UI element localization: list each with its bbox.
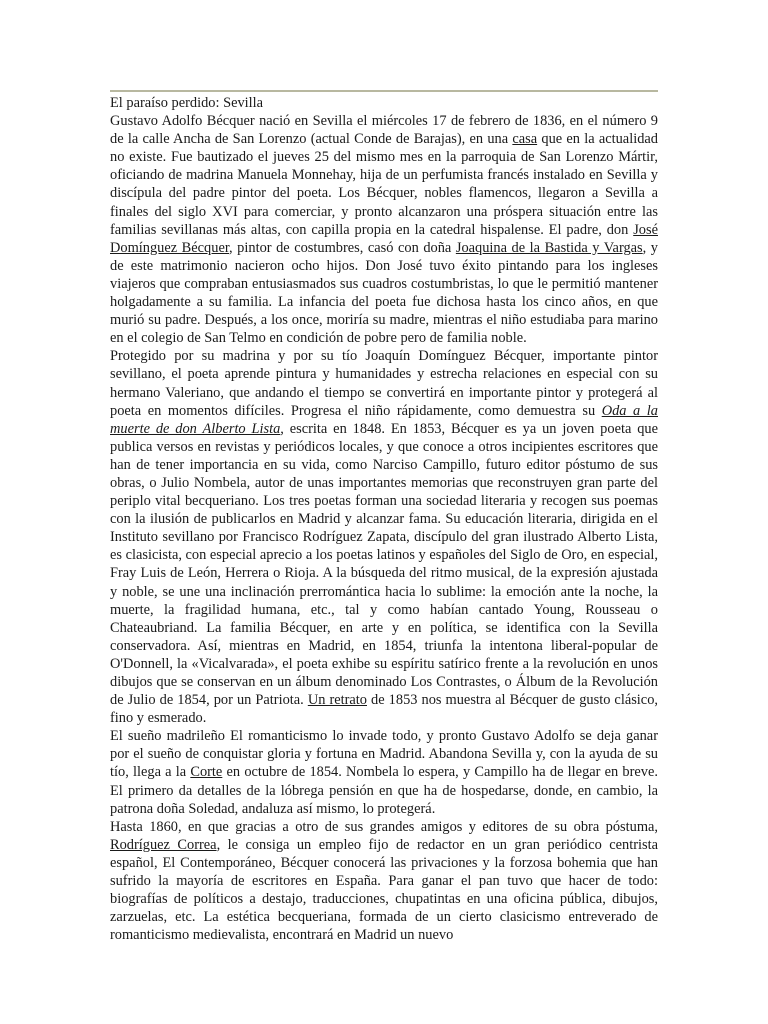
- link-joaquina-bastida[interactable]: Joaquina de la Bastida y Vargas: [455, 239, 643, 256]
- text-run: que en la actualidad no existe. Fue bautizado el jueves 25 del mismo mes en la parroquia de San Lorenzo Mártir, oficiando de madrina Manuela Monnehay, hija de un perfumista francés instalado en Sevilla y discípula del padre pintor del poeta. Los Bécquer, nobles flamencos, llegaron a Sevilla a finales del siglo XVI para comerciar, y pronto alcanzaron una próspera situación entre las familias sevillanas más altas, con capilla propia en la catedral hispalense. El padre, don: [110, 131, 658, 238]
- link-oda-alberto-lista[interactable]: Oda a la muerte de don Alberto Lista: [110, 402, 658, 437]
- paragraph-2: [110, 347, 658, 727]
- paragraph-4: [110, 818, 658, 945]
- text-run: , escrita en 1848. En 1853, Bécquer es ya un joven poeta que publica versos en revistas y periódicos locales, y que conoce a otros incipientes escritores que han de tener importancia en su vida, como Narciso Campillo, futuro editor póstumo de sus obras, o Julio Nombela, autor de unas importantes memorias que reconstruyen gran parte del periplo vital becqueriano. Los tres poetas forman una sociedad literaria y recogen sus poemas con la ilusión de publicarlos en Madrid y alcanzar fama. Su educación literaria, dirigida en el Instituto sevillano por Francisco Rodríguez Zapata, discípulo del gran ilustrado Alberto Lista, es clasicista, con especial aprecio a los poetas latinos y españoles del Siglo de Oro, en especial, Fray Luis de León, Herrera o Rioja. A la búsqueda del ritmo musical, de la expresión ajustada y noble, se une una inclinación prerromántica hacia lo sublime: la emoción ante la noche, la muerte, la fragilidad humana, etc., tal y como habían cantado Young, Rousseau o Chateaubriand. La familia Bécquer, en arte y en política, se identifica con la Sevilla conservadora. Así, mientras en Madrid, en 1854, triunfa la intentona liberal-popular de O'Donnell, la «Vicalvarada», el poeta exhibe su espíritu satírico frente a la revolución en unos dibujos que se conservan en un álbum denominado Los Contrastes, o Álbum de la Revolución de Julio de 1854, por un Patriota.: [110, 420, 658, 709]
- link-jose-dominguez-becquer[interactable]: José Domínguez Bécquer: [110, 221, 658, 256]
- text-run: en octubre de 1854. Nombela lo espera, y Campillo ha de llegar en breve. El primero da detalles de la lóbrega pensión en que ha de hospedarse, donde, en cambio, la patrona doña Soledad, andaluza así mismo, lo protegerá.: [110, 764, 658, 817]
- link-corte[interactable]: Corte: [190, 764, 223, 781]
- text-run: , le consiga un empleo fijo de redactor en un gran periódico centrista español, El Contemporáneo, Bécquer conocerá las privaciones y la forzosa bohemia que han sufrido la mayoría de escritores en España. Para ganar el pan tuvo que hacer de todo: biografías de políticos a destajo, traducciones, chupatintas en una oficina pública, dibujos, zarzuelas, etc. La estética becqueriana, formada de un cierto clasicismo entreverado de romanticismo medievalista, encontrará en Madrid un nuevo: [110, 836, 658, 944]
- paragraph-1: [110, 112, 658, 347]
- paragraph-3: [110, 727, 658, 817]
- text-run: Hasta 1860, en que gracias a otro de sus grandes amigos y editores de su obra póstuma,: [110, 818, 658, 835]
- text-run: , pintor de costumbres, casó con doña: [229, 239, 456, 256]
- document-body: [110, 94, 658, 944]
- text-run: de 1853 nos muestra al Bécquer de gusto clásico, fino y esmerado.: [110, 692, 658, 727]
- text-run: Protegido por su madrina y por su tío Joaquín Domínguez Bécquer, importante pintor sevillano, el poeta aprende pintura y humanidades y estrecha relaciones en especial con su hermano Valeriano, que andando el tiempo se convertirá en importante pintor y protegerá al poeta en momentos difíciles. Progresa el niño rápidamente, como demuestra su: [110, 348, 658, 419]
- top-rule: [110, 90, 658, 92]
- link-un-retrato[interactable]: Un retrato: [307, 692, 367, 709]
- text-run: El sueño madrileño El romanticismo lo invade todo, y pronto Gustavo Adolfo se deja ganar por el sueño de conquistar gloria y fortuna en Madrid. Abandona Sevilla y, con la ayuda de su tío, llega a la: [110, 728, 658, 781]
- link-casa[interactable]: casa: [512, 131, 538, 148]
- text-run: , y de este matrimonio nacieron ocho hijos. Don José tuvo éxito pintando para los ingleses viajeros que compraban entusiasmados sus cuadros costumbristas, lo que le permitió mantener holgadamente a su familia. La infancia del poeta fue dichosa hasta los cinco años, en que murió su padre. Después, a los once, moriría su madre, mientras el niño estudiaba para marino en el colegio de San Telmo en condición de pobre pero de familia noble.: [110, 239, 659, 347]
- link-rodriguez-correa[interactable]: Rodríguez Correa: [110, 836, 217, 853]
- section-heading: El paraíso perdido: Sevilla: [110, 95, 264, 111]
- text-run: Gustavo Adolfo Bécquer nació en Sevilla el miércoles 17 de febrero de 1836, en el número 9 de la calle Ancha de San Lorenzo (actual Conde de Barajas), en una: [110, 113, 658, 148]
